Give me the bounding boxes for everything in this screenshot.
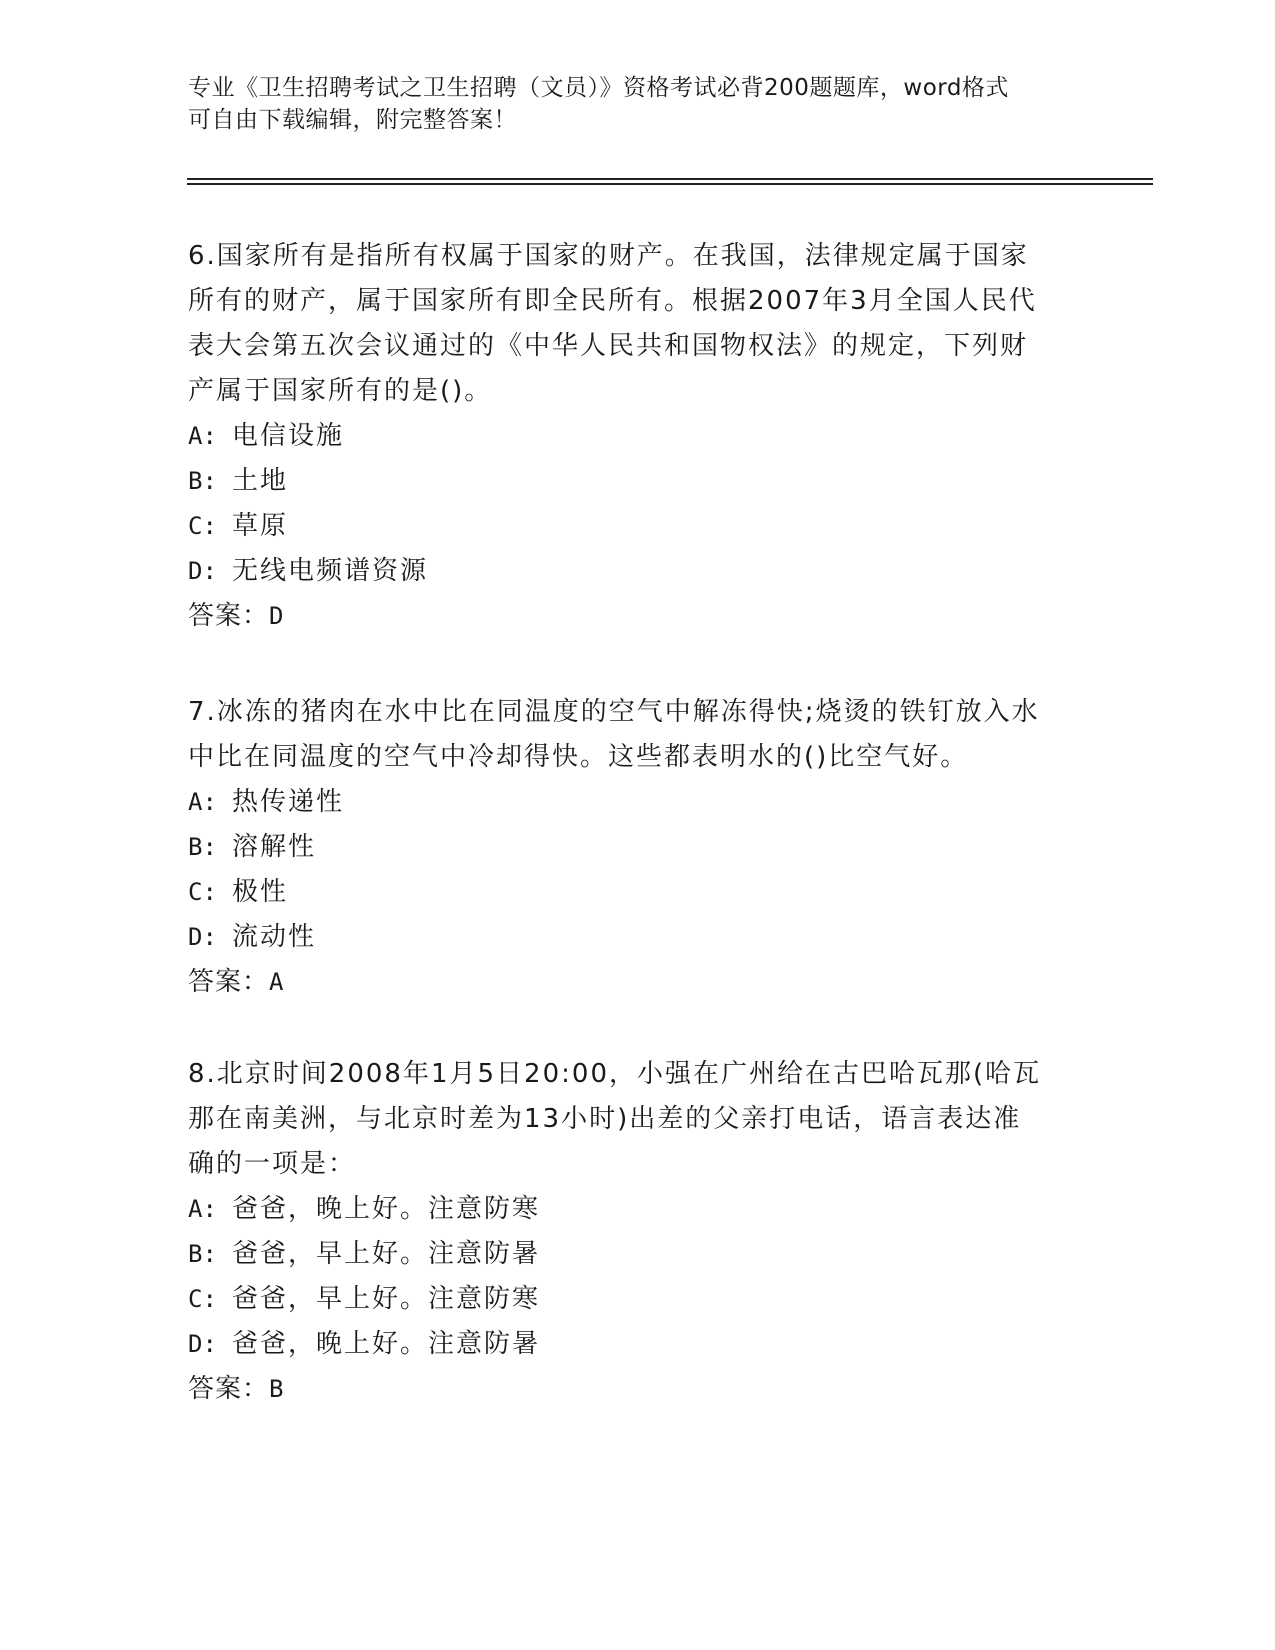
answer-value: A	[269, 968, 285, 996]
option-b	[188, 825, 1088, 870]
answer-value: D	[269, 602, 285, 630]
option-b	[188, 459, 1088, 504]
question-8	[188, 1052, 1088, 1412]
header-divider-top	[187, 178, 1153, 180]
option-text: 爸爸，早上好。注意防暑	[232, 1239, 541, 1269]
answer-line	[188, 594, 1088, 639]
option-key: C:	[188, 512, 217, 540]
option-key: C:	[188, 1285, 217, 1313]
option-d	[188, 549, 1088, 594]
option-key: B:	[188, 467, 217, 495]
option-text: 流动性	[232, 922, 317, 952]
option-d	[188, 1322, 1088, 1367]
question-stem-line: 表大会第五次会议通过的《中华人民共和国物权法》的规定，下列财	[188, 331, 1029, 361]
option-b	[188, 1232, 1088, 1277]
option-text: 爸爸，晚上好。注意防暑	[232, 1329, 541, 1359]
option-text: 草原	[232, 511, 289, 541]
option-key: C:	[188, 878, 217, 906]
option-key: D:	[188, 557, 217, 585]
question-stem-line: 所有的财产，属于国家所有即全民所有。根据2007年3月全国人民代	[188, 286, 1037, 316]
header-title-line-1: 专业《卫生招聘考试之卫生招聘（文员）》资格考试必背200题题库，word格式	[188, 75, 1009, 101]
question-stem-line: 产属于国家所有的是()。	[188, 376, 493, 406]
option-text: 电信设施	[232, 421, 345, 451]
answer-line	[188, 1367, 1088, 1412]
option-key: A:	[188, 788, 217, 816]
answer-label: 答案：	[188, 1374, 270, 1404]
option-key: A:	[188, 422, 217, 450]
option-a	[188, 780, 1088, 825]
option-d	[188, 915, 1088, 960]
option-c	[188, 1277, 1088, 1322]
option-text: 无线电频谱资源	[232, 556, 429, 586]
option-a	[188, 1187, 1088, 1232]
question-6	[188, 234, 1088, 639]
question-stem-line: 确的一项是：	[188, 1149, 357, 1179]
option-c	[188, 504, 1088, 549]
answer-label: 答案：	[188, 601, 270, 631]
question-stem-line: 6.国家所有是指所有权属于国家的财产。在我国，法律规定属于国家	[188, 241, 1029, 271]
answer-label: 答案：	[188, 967, 270, 997]
header-title-line-2: 可自由下载编辑，附完整答案！	[188, 107, 517, 133]
question-stem-line: 中比在同温度的空气中冷却得快。这些都表明水的()比空气好。	[188, 742, 969, 772]
option-a	[188, 414, 1088, 459]
option-text: 极性	[232, 877, 289, 907]
answer-line	[188, 960, 1088, 1005]
option-text: 热传递性	[232, 787, 345, 817]
question-stem-line: 7.冰冻的猪肉在水中比在同温度的空气中解冻得快;烧烫的铁钉放入水	[188, 697, 1040, 727]
option-key: B:	[188, 1240, 217, 1268]
header-divider-bottom	[187, 183, 1153, 185]
option-c	[188, 870, 1088, 915]
option-text: 爸爸，晚上好。注意防寒	[232, 1194, 541, 1224]
option-key: A:	[188, 1195, 217, 1223]
question-7	[188, 690, 1088, 1005]
option-text: 溶解性	[232, 832, 317, 862]
document-header	[188, 72, 1068, 136]
option-text: 爸爸，早上好。注意防寒	[232, 1284, 541, 1314]
question-stem-line: 那在南美洲，与北京时差为13小时)出差的父亲打电话，语言表达准	[188, 1104, 1022, 1134]
option-text: 土地	[232, 466, 289, 496]
option-key: D:	[188, 1330, 217, 1358]
answer-value: B	[269, 1375, 285, 1403]
question-stem-line: 8.北京时间2008年1月5日20:00，小强在广州给在古巴哈瓦那(哈瓦	[188, 1059, 1042, 1089]
option-key: B:	[188, 833, 217, 861]
option-key: D:	[188, 923, 217, 951]
